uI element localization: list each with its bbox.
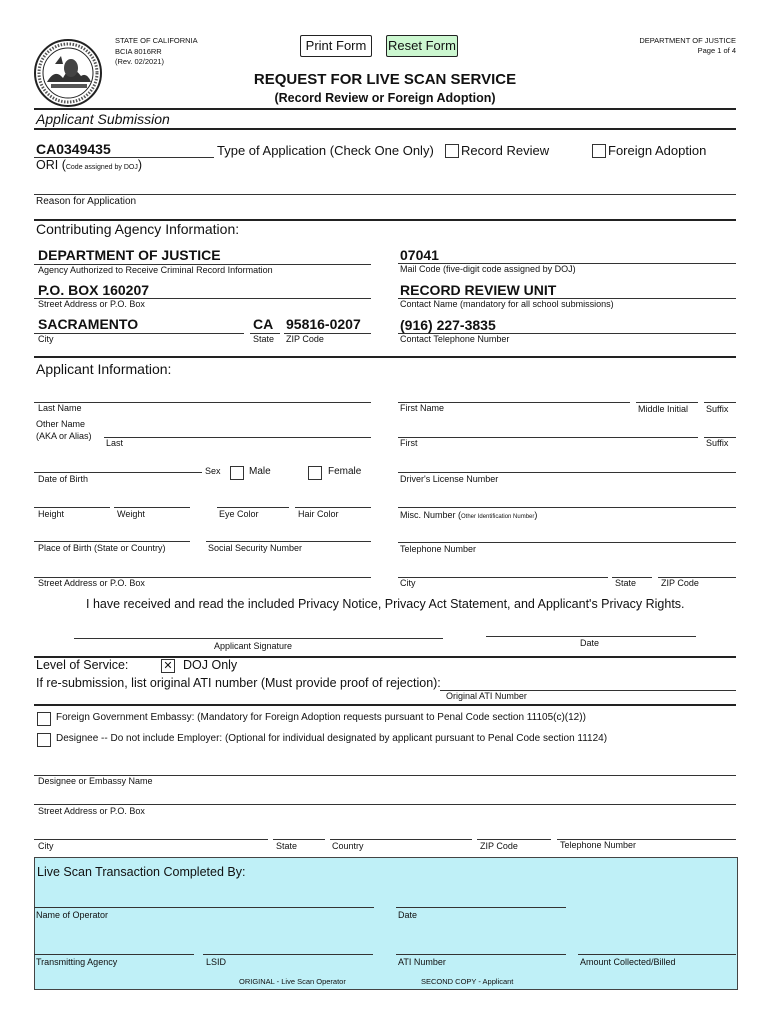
male-checkbox[interactable]	[230, 466, 244, 480]
agency-value[interactable]: DEPARTMENT OF JUSTICE	[38, 247, 221, 263]
ati-number-label: ATI Number	[398, 957, 446, 967]
privacy-statement: I have received and read the included Privacy Notice, Privacy Act Statement, and Applicant's Privacy Rights.	[86, 597, 685, 611]
doj-only-label: DOJ Only	[183, 658, 238, 672]
designee-label: Designee -- Do not include Employer: (Optional for individual designated by applicant pursuant to Penal Code section 11124)	[56, 733, 608, 744]
ori-value[interactable]: CA0349435	[36, 141, 111, 157]
contact-name-label: Contact Name (mandatory for all school submissions)	[400, 299, 614, 309]
state-label-applicant: State	[615, 578, 637, 588]
agency-street-label: Street Address or P.O. Box	[38, 299, 145, 309]
foreign-adoption-checkbox[interactable]	[592, 144, 606, 158]
zip-label: ZIP Code	[661, 578, 699, 588]
ori-label: ORI (Code assigned by DOJ)	[36, 158, 143, 172]
designee-street-label: Street Address or P.O. Box	[38, 806, 145, 816]
first-name-label: First Name	[400, 403, 445, 413]
other-first-label: First	[400, 438, 418, 448]
agency-state-value[interactable]: CA	[253, 316, 274, 332]
reason-label: Reason for Application	[36, 196, 137, 207]
other-name-label: Other Name	[36, 419, 86, 429]
agency-street-value[interactable]: P.O. BOX 160207	[38, 282, 150, 298]
embassy-checkbox[interactable]	[37, 712, 51, 726]
dob-label: Date of Birth	[38, 474, 89, 484]
signature-label: Applicant Signature	[214, 641, 293, 651]
agency-zip-label: ZIP Code	[286, 334, 324, 344]
record-review-label: Record Review	[461, 143, 550, 158]
amount-collected-label: Amount Collected/Billed	[580, 957, 676, 967]
contributing-agency-heading: Contributing Agency Information:	[36, 221, 240, 237]
designee-name-label: Designee or Embassy Name	[38, 776, 153, 786]
agency-city-value[interactable]: SACRAMENTO	[38, 316, 139, 332]
other-last-label: Last	[106, 438, 124, 448]
live-scan-date-label: Date	[398, 910, 418, 920]
street-address-label: Street Address or P.O. Box	[38, 578, 145, 588]
mail-code-value[interactable]: 07041	[400, 247, 439, 263]
resubmission-label: If re-submission, list original ATI number (Must provide proof of rejection):	[36, 676, 441, 690]
department-label: DEPARTMENT OF JUSTICE	[639, 36, 736, 45]
state-label: STATE OF CALIFORNIA	[115, 36, 198, 45]
female-label: Female	[328, 466, 362, 477]
suffix-label: Suffix	[706, 404, 729, 414]
aka-label: (AKA or Alias)	[36, 431, 92, 441]
record-review-checkbox[interactable]	[445, 144, 459, 158]
contact-phone-label: Contact Telephone Number	[400, 334, 510, 344]
contact-phone-value[interactable]: (916) 227-3835	[400, 317, 496, 333]
footer-second-copy: SECOND COPY - Applicant	[421, 977, 514, 986]
drivers-license-label: Driver's License Number	[400, 474, 499, 484]
signature-date-label: Date	[580, 638, 600, 648]
page-number: Page 1 of 4	[697, 46, 736, 55]
contact-name-value[interactable]: RECORD REVIEW UNIT	[400, 282, 557, 298]
weight-label: Weight	[117, 509, 145, 519]
lsid-label: LSID	[206, 957, 227, 967]
male-label: Male	[249, 466, 271, 477]
eye-color-label: Eye Color	[219, 509, 259, 519]
type-of-application-label: Type of Application (Check One Only)	[217, 143, 434, 158]
place-of-birth-label: Place of Birth (State or Country)	[38, 543, 166, 553]
reset-form-button[interactable]: Reset Form	[386, 35, 458, 57]
form-id: BCIA 8016RR	[115, 47, 162, 56]
designee-city-label: City	[38, 841, 54, 851]
print-form-button[interactable]: Print Form	[300, 35, 372, 57]
designee-country-label: Country	[332, 841, 364, 851]
last-name-label: Last Name	[38, 403, 82, 413]
designee-telephone-label: Telephone Number	[560, 840, 637, 850]
telephone-label: Telephone Number	[400, 544, 477, 554]
embassy-label: Foreign Government Embassy: (Mandatory for Foreign Adoption requests pursuant to Penal Code section 11105(c)(12))	[56, 712, 586, 723]
misc-number-label: Misc. Number (Other Identification Number)	[400, 510, 538, 520]
form-subtitle: (Record Review or Foreign Adoption)	[274, 91, 496, 105]
applicant-information-heading: Applicant Information:	[36, 361, 172, 377]
operator-name-label: Name of Operator	[36, 910, 109, 920]
female-checkbox[interactable]	[308, 466, 322, 480]
form-revision: (Rev. 02/2021)	[115, 57, 165, 66]
hair-color-label: Hair Color	[298, 509, 339, 519]
designee-checkbox[interactable]	[37, 733, 51, 747]
original-ati-label: Original ATI Number	[446, 691, 527, 701]
agency-city-label: City	[38, 334, 54, 344]
ssn-label: Social Security Number	[208, 543, 303, 553]
level-of-service-label: Level of Service:	[36, 658, 129, 672]
form-title: REQUEST FOR LIVE SCAN SERVICE	[253, 71, 517, 88]
designee-state-label: State	[276, 841, 298, 851]
agency-state-label: State	[253, 334, 275, 344]
sex-label: Sex	[205, 466, 221, 476]
city-label: City	[400, 578, 416, 588]
transmitting-agency-label: Transmitting Agency	[36, 957, 118, 967]
height-label: Height	[38, 509, 65, 519]
designee-zip-label: ZIP Code	[480, 841, 518, 851]
foreign-adoption-label: Foreign Adoption	[608, 143, 707, 158]
agency-zip-value[interactable]: 95816-0207	[286, 316, 361, 332]
other-suffix-label: Suffix	[706, 438, 729, 448]
agency-label: Agency Authorized to Receive Criminal Record Information	[38, 265, 273, 275]
middle-initial-label: Middle Initial	[638, 404, 689, 414]
doj-only-checkbox[interactable]: ✕	[161, 659, 175, 673]
mail-code-label: Mail Code (five-digit code assigned by DOJ)	[400, 264, 576, 274]
footer-original: ORIGINAL - Live Scan Operator	[239, 977, 346, 986]
live-scan-heading: Live Scan Transaction Completed By:	[37, 865, 246, 879]
applicant-submission-heading: Applicant Submission	[36, 111, 170, 127]
